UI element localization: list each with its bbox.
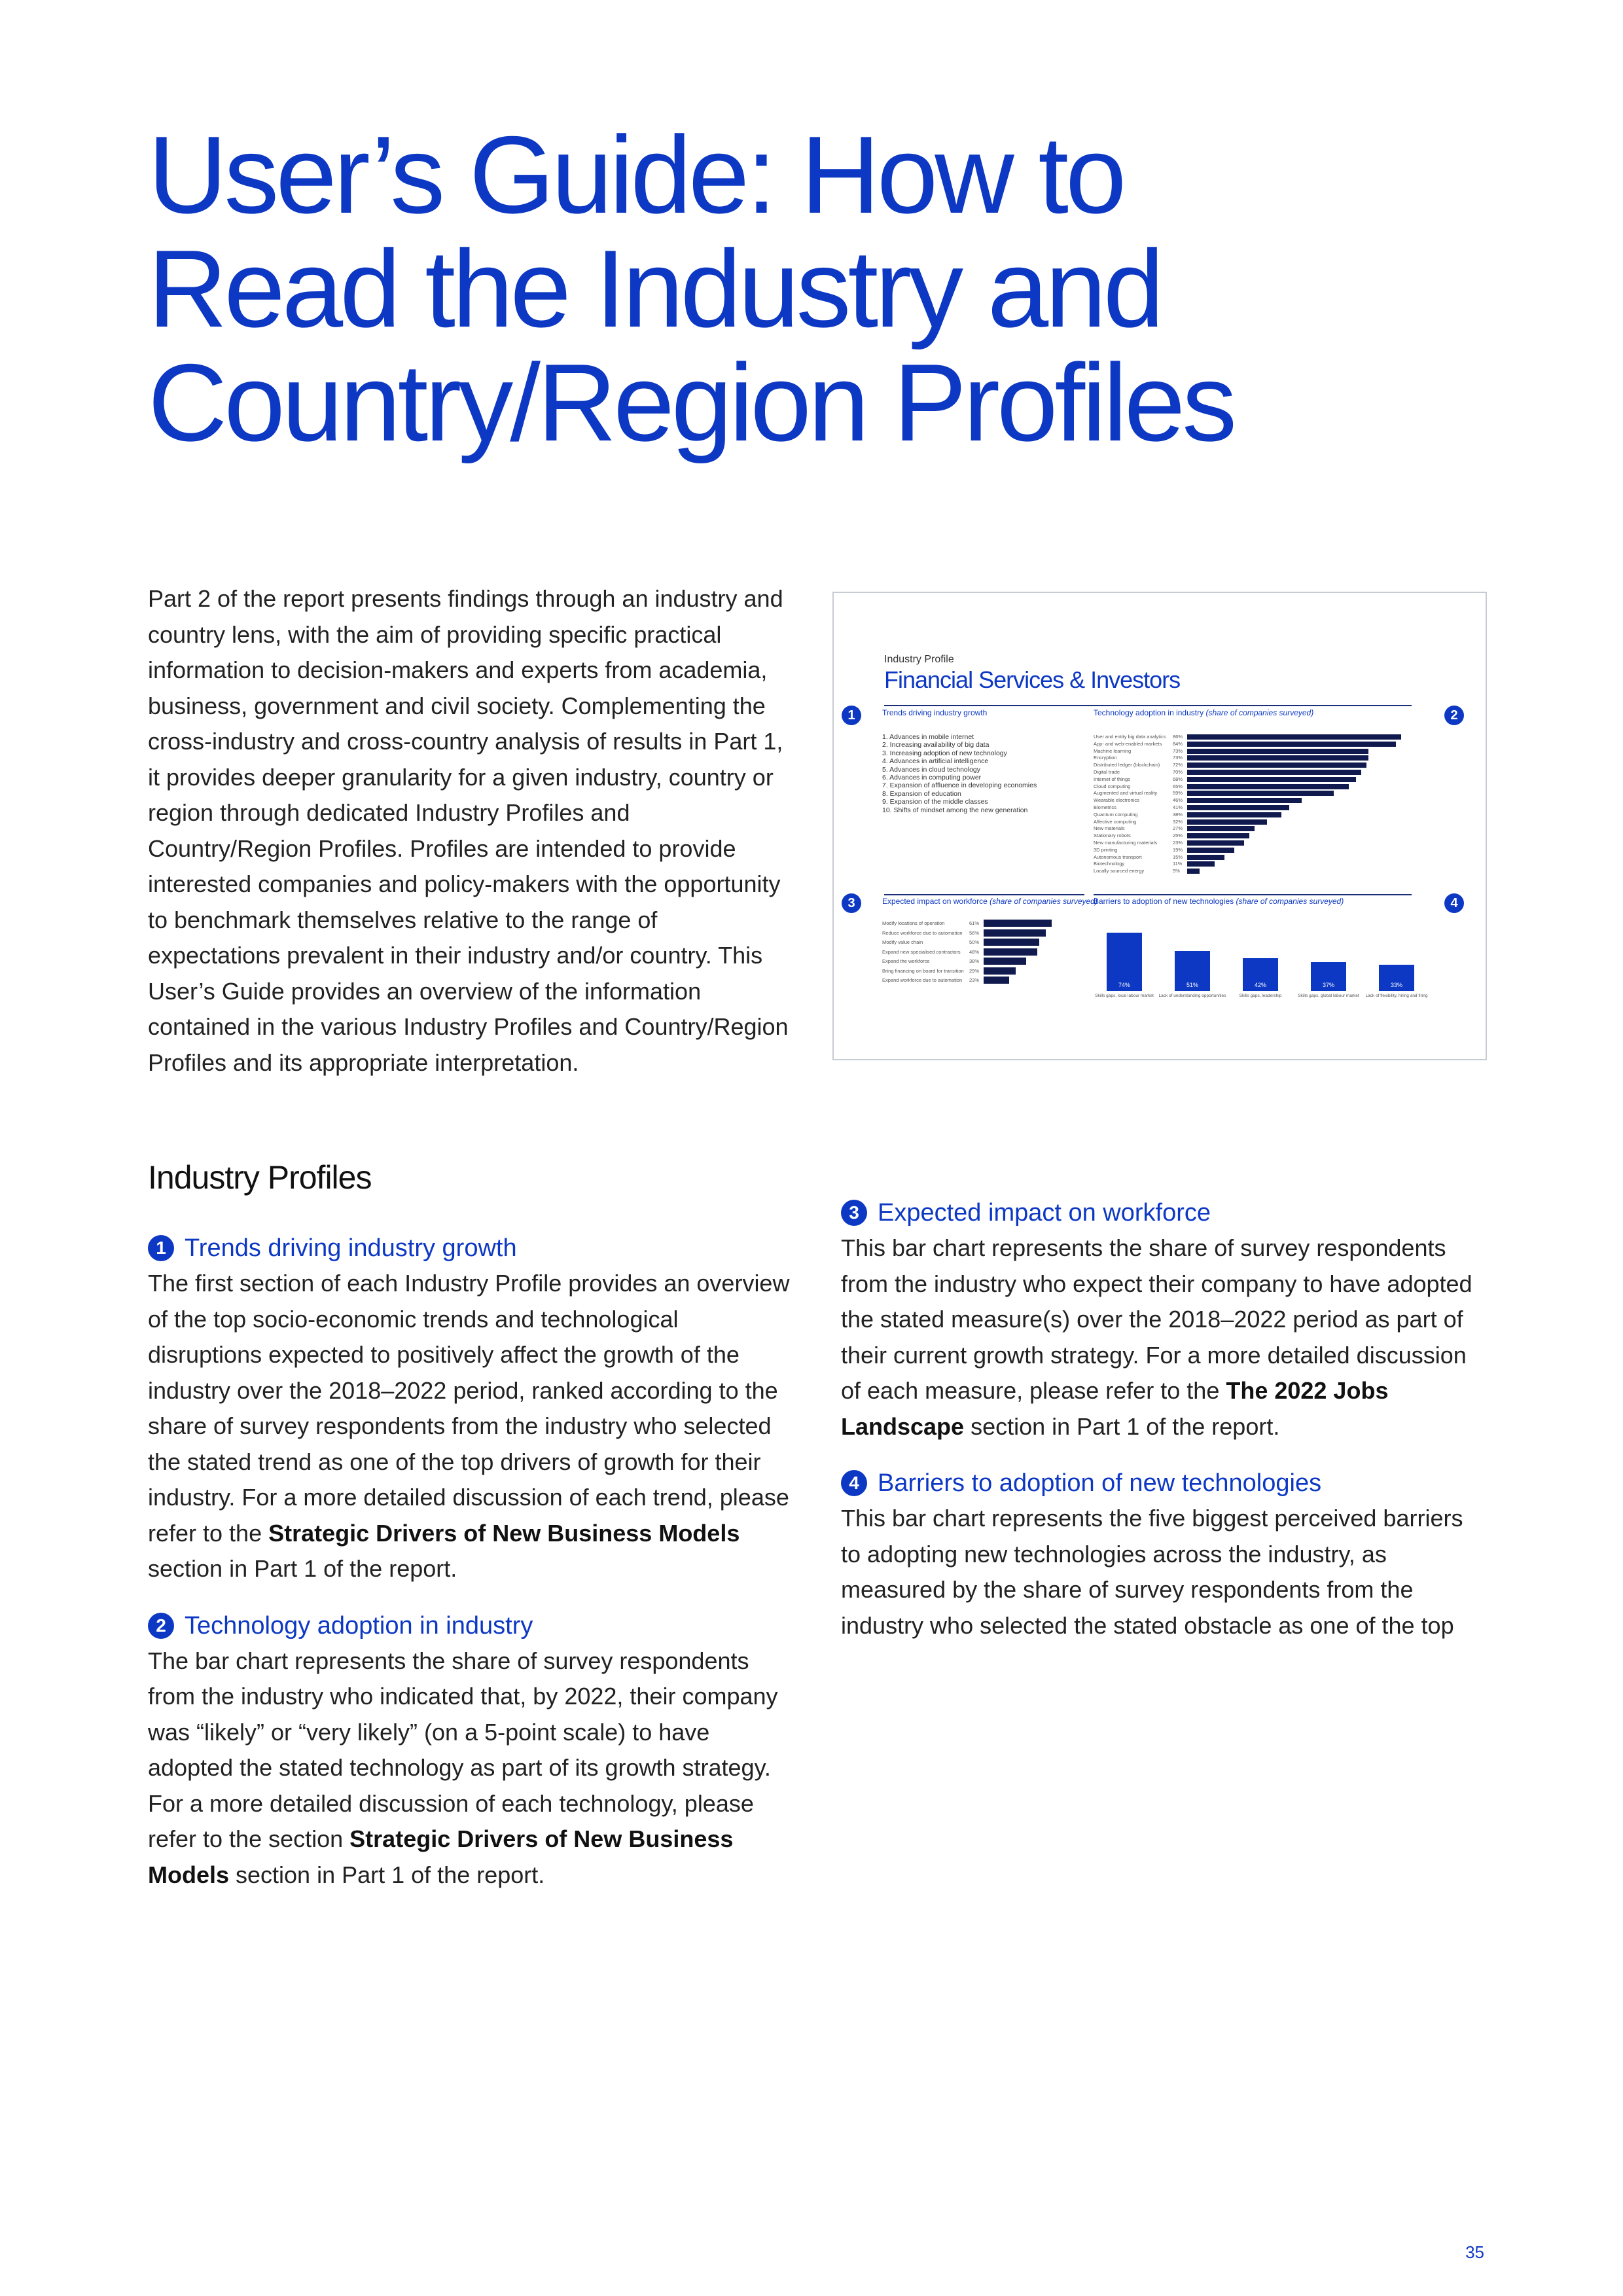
tech-value: 15%: [1173, 853, 1183, 860]
tech-label: Biometrics: [1094, 804, 1117, 810]
left-column: [148, 1230, 796, 1893]
tech-value: 27%: [1173, 825, 1183, 832]
tech-label: New materials: [1094, 825, 1125, 832]
workforce-value: 48%: [969, 948, 980, 955]
tech-bar: [1187, 869, 1200, 874]
intro-paragraph: Part 2 of the report presents findings through an industry and country lens, with the aim of providing specific practical information to decision-makers and experts from academia, business, government and civil society. Complementing the cross-industry and cross-country analysis of results in Part 1, it provides deeper granularity for a given industry, country or region through dedicated Industry Profiles and Country/Region Profiles. Profiles are intended to provide interested companies and policy-makers with the opportunity to benchmark themselves relative to the range of expectations prevalent in their industry and/or country. This User’s Guide provides an overview of the information contained in the various Industry Profiles and Country/Region Profiles and its appropriate interpretation.: [148, 585, 789, 1076]
thumbnail-kicker: Industry Profile: [884, 654, 954, 665]
page-title: User’s Guide: How to Read the Industry and Country/Region Profiles: [148, 113, 1234, 464]
tech-bar: [1187, 833, 1249, 838]
tech-bar: [1187, 784, 1349, 789]
number-badge: 1: [148, 1235, 174, 1261]
thumbnail-title: Financial Services & Investors: [884, 666, 1181, 693]
trend-item: 2. Increasing availability of big data: [882, 741, 990, 749]
tech-bar: [1187, 855, 1224, 860]
barrier-value: 33%: [1390, 982, 1402, 988]
tech-value: 68%: [1173, 776, 1183, 782]
workforce-heading: Expected impact on workforce (share of companies surveyed): [882, 897, 1097, 906]
tech-bar: [1187, 742, 1396, 747]
subheading-barriers: [841, 1465, 1489, 1501]
subheading-trends: [148, 1230, 796, 1266]
tech-rule: [1094, 705, 1412, 706]
page-number: 35: [1465, 2242, 1484, 2262]
trend-item: 8. Expansion of education: [882, 789, 961, 798]
technology-description: The bar chart represents the share of survey respondents from the industry who indicated that, by 2022, their company was “likely” or “very likely” (on a 5-point scale) to have adopted the stated technology as part of its growth strategy. For a more detailed discussion of each technology, please refer to the section Strategic Drivers of New Business Models section in Part 1 of the report.: [148, 1647, 778, 1888]
tech-label: 3D printing: [1094, 846, 1118, 853]
tech-label: Cloud computing: [1094, 783, 1131, 789]
workforce-bar: [984, 920, 1052, 927]
callout-4: 4: [1444, 893, 1464, 913]
tech-value: 73%: [1173, 747, 1183, 754]
tech-label: Augmented and virtual reality: [1094, 790, 1158, 797]
tech-label: Distributed ledger (blockchain): [1094, 762, 1160, 768]
tech-label: Wearable electronics: [1094, 797, 1139, 804]
workforce-value: 56%: [969, 929, 980, 936]
number-badge: 3: [841, 1200, 867, 1226]
tech-value: 5%: [1173, 868, 1180, 874]
tech-label: New manufacturing materials: [1094, 840, 1158, 846]
trends-heading: Trends driving industry growth: [882, 708, 988, 717]
tech-bar: [1187, 812, 1281, 817]
tech-value: 19%: [1173, 846, 1183, 853]
trend-item: 4. Advances in artificial intelligence: [882, 757, 989, 766]
tech-label: Stationary robots: [1094, 833, 1131, 839]
tech-label: Biotechnology: [1094, 861, 1125, 867]
workforce-bar: [984, 948, 1037, 956]
section-heading: Industry Profiles: [148, 1159, 372, 1196]
tech-bar: [1187, 749, 1368, 754]
trend-item: 6. Advances in computing power: [882, 774, 982, 781]
tech-value: 23%: [1173, 840, 1183, 846]
tech-label: Internet of things: [1094, 776, 1130, 782]
tech-value: 72%: [1173, 762, 1183, 768]
workforce-bar: [984, 929, 1046, 937]
trends-rule: [884, 705, 1117, 706]
tech-value: 46%: [1173, 797, 1183, 804]
trend-item: 7. Expansion of affluence in developing economies: [882, 781, 1037, 790]
workforce-label: Modify value chain: [882, 939, 923, 945]
callout-3: 3: [842, 893, 861, 913]
workforce-value: 38%: [969, 958, 980, 964]
workforce-bar: [984, 977, 1009, 984]
tech-label: Digital trade: [1094, 769, 1120, 775]
tech-value: 25%: [1173, 833, 1183, 839]
tech-bar: [1187, 791, 1334, 796]
subheading-technology: [148, 1608, 796, 1643]
tech-value: 84%: [1173, 740, 1183, 747]
tech-value: 11%: [1173, 861, 1183, 867]
workforce-bar: [984, 939, 1039, 946]
tech-heading: Technology adoption in industry (share of companies surveyed): [1094, 708, 1314, 717]
workforce-label: Expand new specialised contractors: [882, 948, 961, 955]
tech-bar: [1187, 826, 1255, 831]
workforce-value: 29%: [969, 967, 980, 974]
number-badge: 2: [148, 1613, 174, 1639]
trend-item: 9. Expansion of the middle classes: [882, 798, 988, 806]
trend-item: 1. Advances in mobile internet: [882, 733, 974, 741]
workforce-label: Bring financing on board for transition: [882, 967, 964, 974]
callout-2: 2: [1444, 706, 1464, 725]
workforce-value: 50%: [969, 939, 980, 945]
tech-bar: [1187, 777, 1356, 782]
tech-label: Affective computing: [1094, 818, 1137, 825]
tech-value: 70%: [1173, 769, 1183, 775]
tech-bar: [1187, 770, 1361, 775]
tech-value: 65%: [1173, 783, 1183, 789]
tech-value: 59%: [1173, 790, 1183, 797]
tech-bar: [1187, 840, 1244, 846]
barrier-label: Skills gaps, local labour market: [1095, 994, 1154, 998]
workforce-description: This bar chart represents the share of survey respondents from the industry who expect their company to have adopted the stated measure(s) over the 2018–2022 period as part of their current growth strategy. For a more detailed discussion of each measure, please refer to the The 2022 Jobs Landscape section in Part 1 of the report.: [841, 1234, 1472, 1440]
workforce-rule: [884, 894, 1084, 895]
tech-bar: [1187, 848, 1234, 853]
barrier-label: Lack of flexibility, hiring and firing: [1365, 994, 1428, 998]
callout-1: 1: [842, 706, 861, 725]
tech-bar: [1187, 861, 1215, 867]
tech-bar: [1187, 819, 1267, 825]
barrier-label: Skills gaps, leadership: [1239, 994, 1282, 998]
tech-value: 73%: [1173, 755, 1183, 761]
workforce-value: 61%: [969, 920, 980, 926]
barrier-label: Lack of understanding opportunities: [1158, 994, 1226, 998]
barrier-value: 74%: [1118, 982, 1130, 988]
subheading-text: Barriers to adoption of new technologies: [878, 1469, 1322, 1497]
trend-item: 3. Increasing adoption of new technology: [882, 749, 1007, 757]
barriers-description: This bar chart represents the five biggest perceived barriers to adopting new technologies across the industry, as measured by the share of survey respondents from the industry who selected the stated obstacle as one of the top: [841, 1505, 1463, 1639]
barriers-rule: [1094, 894, 1412, 895]
industry-profile-thumbnail: [832, 592, 1487, 1060]
tech-label: Autonomous transport: [1094, 853, 1142, 860]
trends-description: The first section of each Industry Profile provides an overview of the top socio-economic trends and technological disruptions expected to positively affect the growth of the industry over the 2018–2022 period, ranked according to the share of survey respondents from the industry who selected the stated trend as one of the top drivers of growth for their industry. For a more detailed discussion of each trend, please refer to the Strategic Drivers of New Business Models section in Part 1 of the report.: [148, 1270, 790, 1582]
barrier-value: 51%: [1186, 982, 1198, 988]
tech-bar: [1187, 755, 1368, 761]
right-column: [841, 1195, 1489, 1643]
tech-label: App- and web-enabled markets: [1094, 740, 1162, 747]
tech-value: 86%: [1173, 734, 1183, 740]
workforce-label: Expand workforce due to automation: [882, 977, 963, 983]
workforce-value: 23%: [969, 977, 980, 983]
workforce-bar: [984, 958, 1026, 965]
barriers-heading: Barriers to adoption of new technologies (share of companies surveyed): [1094, 897, 1344, 906]
barrier-value: 42%: [1254, 982, 1266, 988]
barrier-label: Skills gaps, global labour market: [1298, 994, 1359, 998]
tech-value: 38%: [1173, 811, 1183, 817]
trend-item: 10. Shifts of mindset among the new generation: [882, 806, 1028, 814]
tech-label: User and entity big data analytics: [1094, 734, 1166, 740]
tech-bar: [1187, 798, 1302, 803]
tech-label: Encryption: [1094, 755, 1117, 761]
subheading-workforce: [841, 1195, 1489, 1230]
tech-label: Quantum computing: [1094, 811, 1138, 817]
tech-label: Locally sourced energy: [1094, 868, 1145, 874]
workforce-label: Reduce workforce due to automation: [882, 929, 963, 936]
subheading-text: Technology adoption in industry: [185, 1611, 533, 1640]
tech-value: 41%: [1173, 804, 1183, 810]
workforce-label: Modify locations of operation: [882, 920, 945, 926]
tech-bar: [1187, 734, 1401, 740]
tech-label: Machine learning: [1094, 747, 1132, 754]
tech-bar: [1187, 805, 1289, 810]
workforce-label: Expand the workforce: [882, 958, 930, 964]
subheading-text: Expected impact on workforce: [878, 1199, 1211, 1227]
trend-item: 5. Advances in cloud technology: [882, 765, 981, 774]
subheading-text: Trends driving industry growth: [185, 1234, 517, 1262]
barrier-value: 37%: [1322, 982, 1334, 988]
workforce-bar: [984, 967, 1016, 975]
number-badge: 4: [841, 1470, 867, 1496]
tech-value: 32%: [1173, 818, 1183, 825]
tech-bar: [1187, 762, 1366, 768]
